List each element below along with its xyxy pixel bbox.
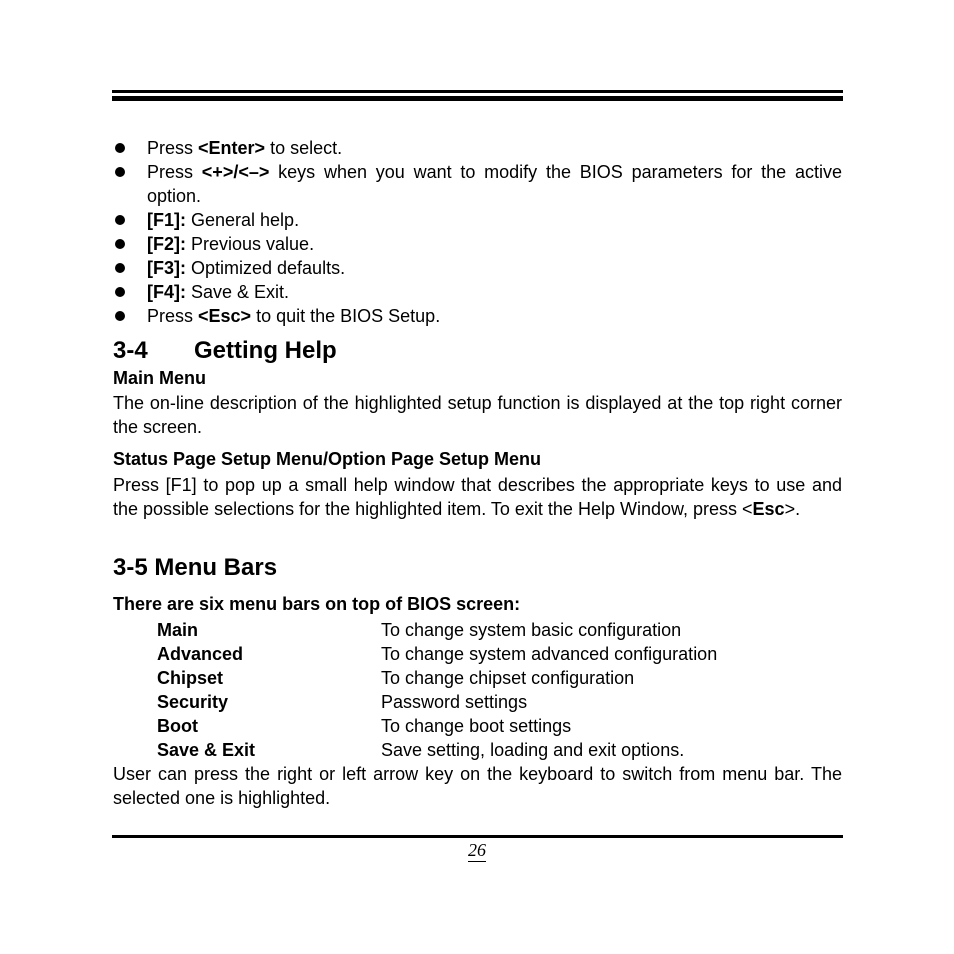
main-menu-heading: Main Menu (113, 368, 206, 388)
menu-bars-intro: There are six menu bars on top of BIOS screen: (113, 594, 521, 614)
status-page-heading: Status Page Setup Menu/Option Page Setup Menu (113, 449, 542, 469)
menu-name: Advanced (157, 644, 244, 664)
section-3-4-heading (113, 337, 842, 365)
section-title: Getting Help (194, 337, 337, 364)
menu-name: Save & Exit (157, 740, 256, 760)
key-label: <+>/<–> (201, 162, 270, 182)
bullet-item: Press <Enter> to select. (113, 136, 842, 160)
menu-description: Password settings (381, 692, 528, 712)
section-3-5-heading: 3-5 Menu Bars (113, 554, 278, 581)
table-row (157, 738, 717, 762)
menu-bars-table (157, 618, 717, 762)
table-row (157, 690, 717, 714)
key-bullet-list (113, 136, 842, 328)
menu-bars-outro: User can press the right or left arrow key on the keyboard to switch from menu bar. The selected one is highlighted. (113, 764, 842, 808)
menu-name: Security (157, 692, 229, 712)
menu-name: Chipset (157, 668, 224, 688)
bullet-item: [F1]: General help. (113, 208, 842, 232)
page-number: 26 (468, 840, 486, 860)
key-label: [F4]: (147, 282, 186, 302)
status-page-description: Press [F1] to pop up a small help window that describes the appropriate keys to use and the possible selections for the highlighted item. To exit the Help Window, press <Esc>. (113, 475, 842, 519)
menu-description: Save setting, loading and exit options. (381, 740, 685, 760)
key-label: [F1]: (147, 210, 186, 230)
key-label: [F3]: (147, 258, 186, 278)
main-menu-description: The on-line description of the highlighted setup function is displayed at the top right corner the screen. (113, 393, 842, 437)
menu-name: Boot (157, 716, 198, 736)
bullet-item: [F4]: Save & Exit. (113, 280, 842, 304)
menu-name: Main (157, 620, 199, 640)
key-label: [F2]: (147, 234, 186, 254)
key-label: <Esc> (198, 306, 252, 326)
bullet-item: [F3]: Optimized defaults. (113, 256, 842, 280)
menu-description: To change chipset configuration (381, 668, 635, 688)
footer-rule (112, 835, 843, 838)
header-rule-thick (112, 96, 843, 101)
table-row (157, 618, 717, 642)
key-label: <Enter> (198, 138, 266, 158)
table-row (157, 714, 717, 738)
bullet-item: Press <Esc> to quit the BIOS Setup. (113, 304, 842, 328)
esc-key-label: Esc (752, 499, 785, 519)
header-rule-thin (112, 90, 843, 93)
table-row (157, 666, 717, 690)
bullet-item: [F2]: Previous value. (113, 232, 842, 256)
menu-description: To change boot settings (381, 716, 572, 736)
section-number: 3-4 (113, 337, 148, 364)
bullet-item: Press <+>/<–> keys when you want to modify the BIOS parameters for the active option. (113, 160, 842, 208)
table-row (157, 642, 717, 666)
menu-description: To change system advanced configuration (381, 644, 718, 664)
menu-description: To change system basic configuration (381, 620, 682, 640)
